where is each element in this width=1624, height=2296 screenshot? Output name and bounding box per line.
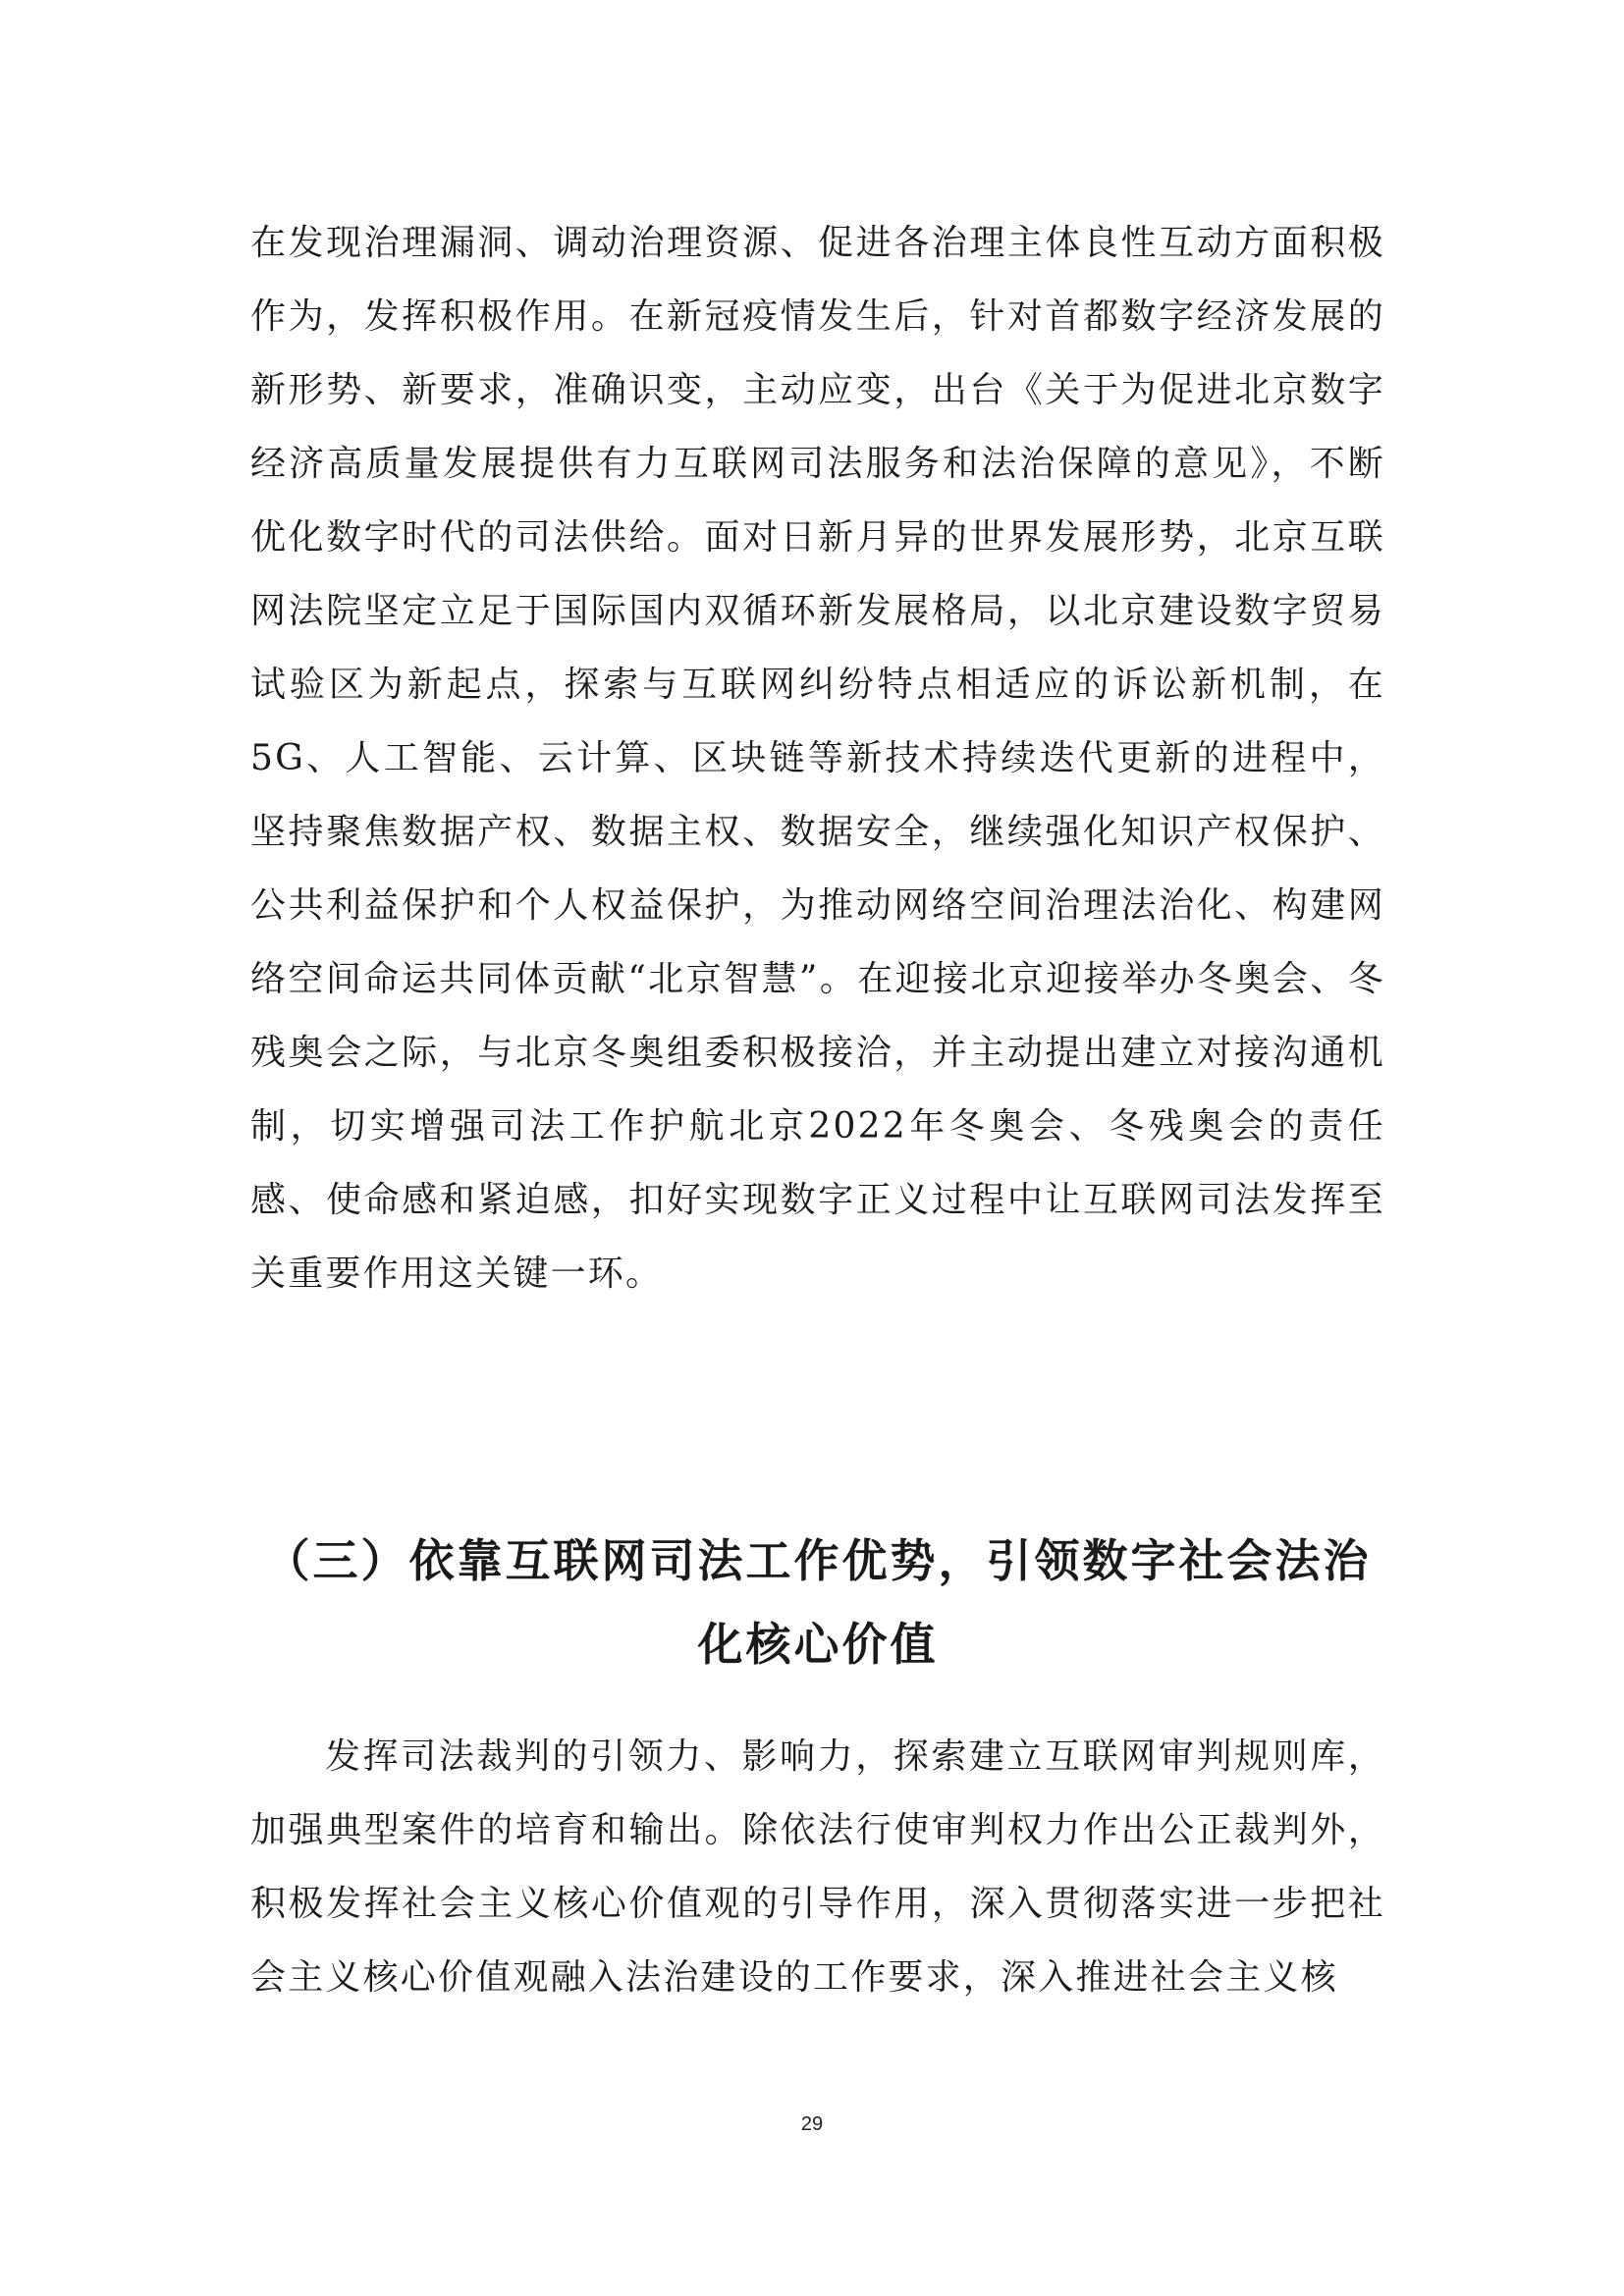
body-paragraph: 发挥司法裁判的引领力、影响力，探索建立互联网审判规则库，加强典型案件的培育和输出。除依法行使审判权力作出公正裁判外，积极发挥社会主义核心价值观的引导作用，深入贯彻落实进一步把社会主义核心价值观融入法治建设的工作要求，深入推进社会主义核 <box>250 1736 1385 1998</box>
section-heading: （三）依靠互联网司法工作优势，引领数字社会法治化核心价值 <box>264 1534 1372 1671</box>
body-paragraph: 在发现治理漏洞、调动治理资源、促进各治理主体良性互动方面积极作为，发挥积极作用。在新冠疫情发生后，针对首都数字经济发展的新形势、新要求，准确识变，主动应变，出台《关于为促进北京数字经济高质量发展提供有力互联网司法服务和法治保障的意见》，不断优化数字时代的司法供给。面对日新月异的世界发展形势，北京互联网法院坚定立足于国际国内双循环新发展格局，以北京建设数字贸易试验区为新起点，探索与互联网纠纷特点相适应的诉讼新机制，在5G、人工智能、云计算、区块链等新技术持续迭代更新的进程中，坚持聚焦数据产权、数据主权、数据安全，继续强化知识产权保护、公共利益保护和个人权益保护，为推动网络空间治理法治化、构建网络空间命运共同体贡献“北京智慧”。在迎接北京迎接举办冬奥会、冬残奥会之际，与北京冬奥组委积极接洽，并主动提出建立对接沟通机制，切实增强司法工作护航北京2022年冬奥会、冬残奥会的责任感、使命感和紧迫感，扣好实现数字正义过程中让互联网司法发挥至关重要作用这关键一环。 <box>250 223 1385 1294</box>
page-number: 29 <box>800 2113 824 2135</box>
